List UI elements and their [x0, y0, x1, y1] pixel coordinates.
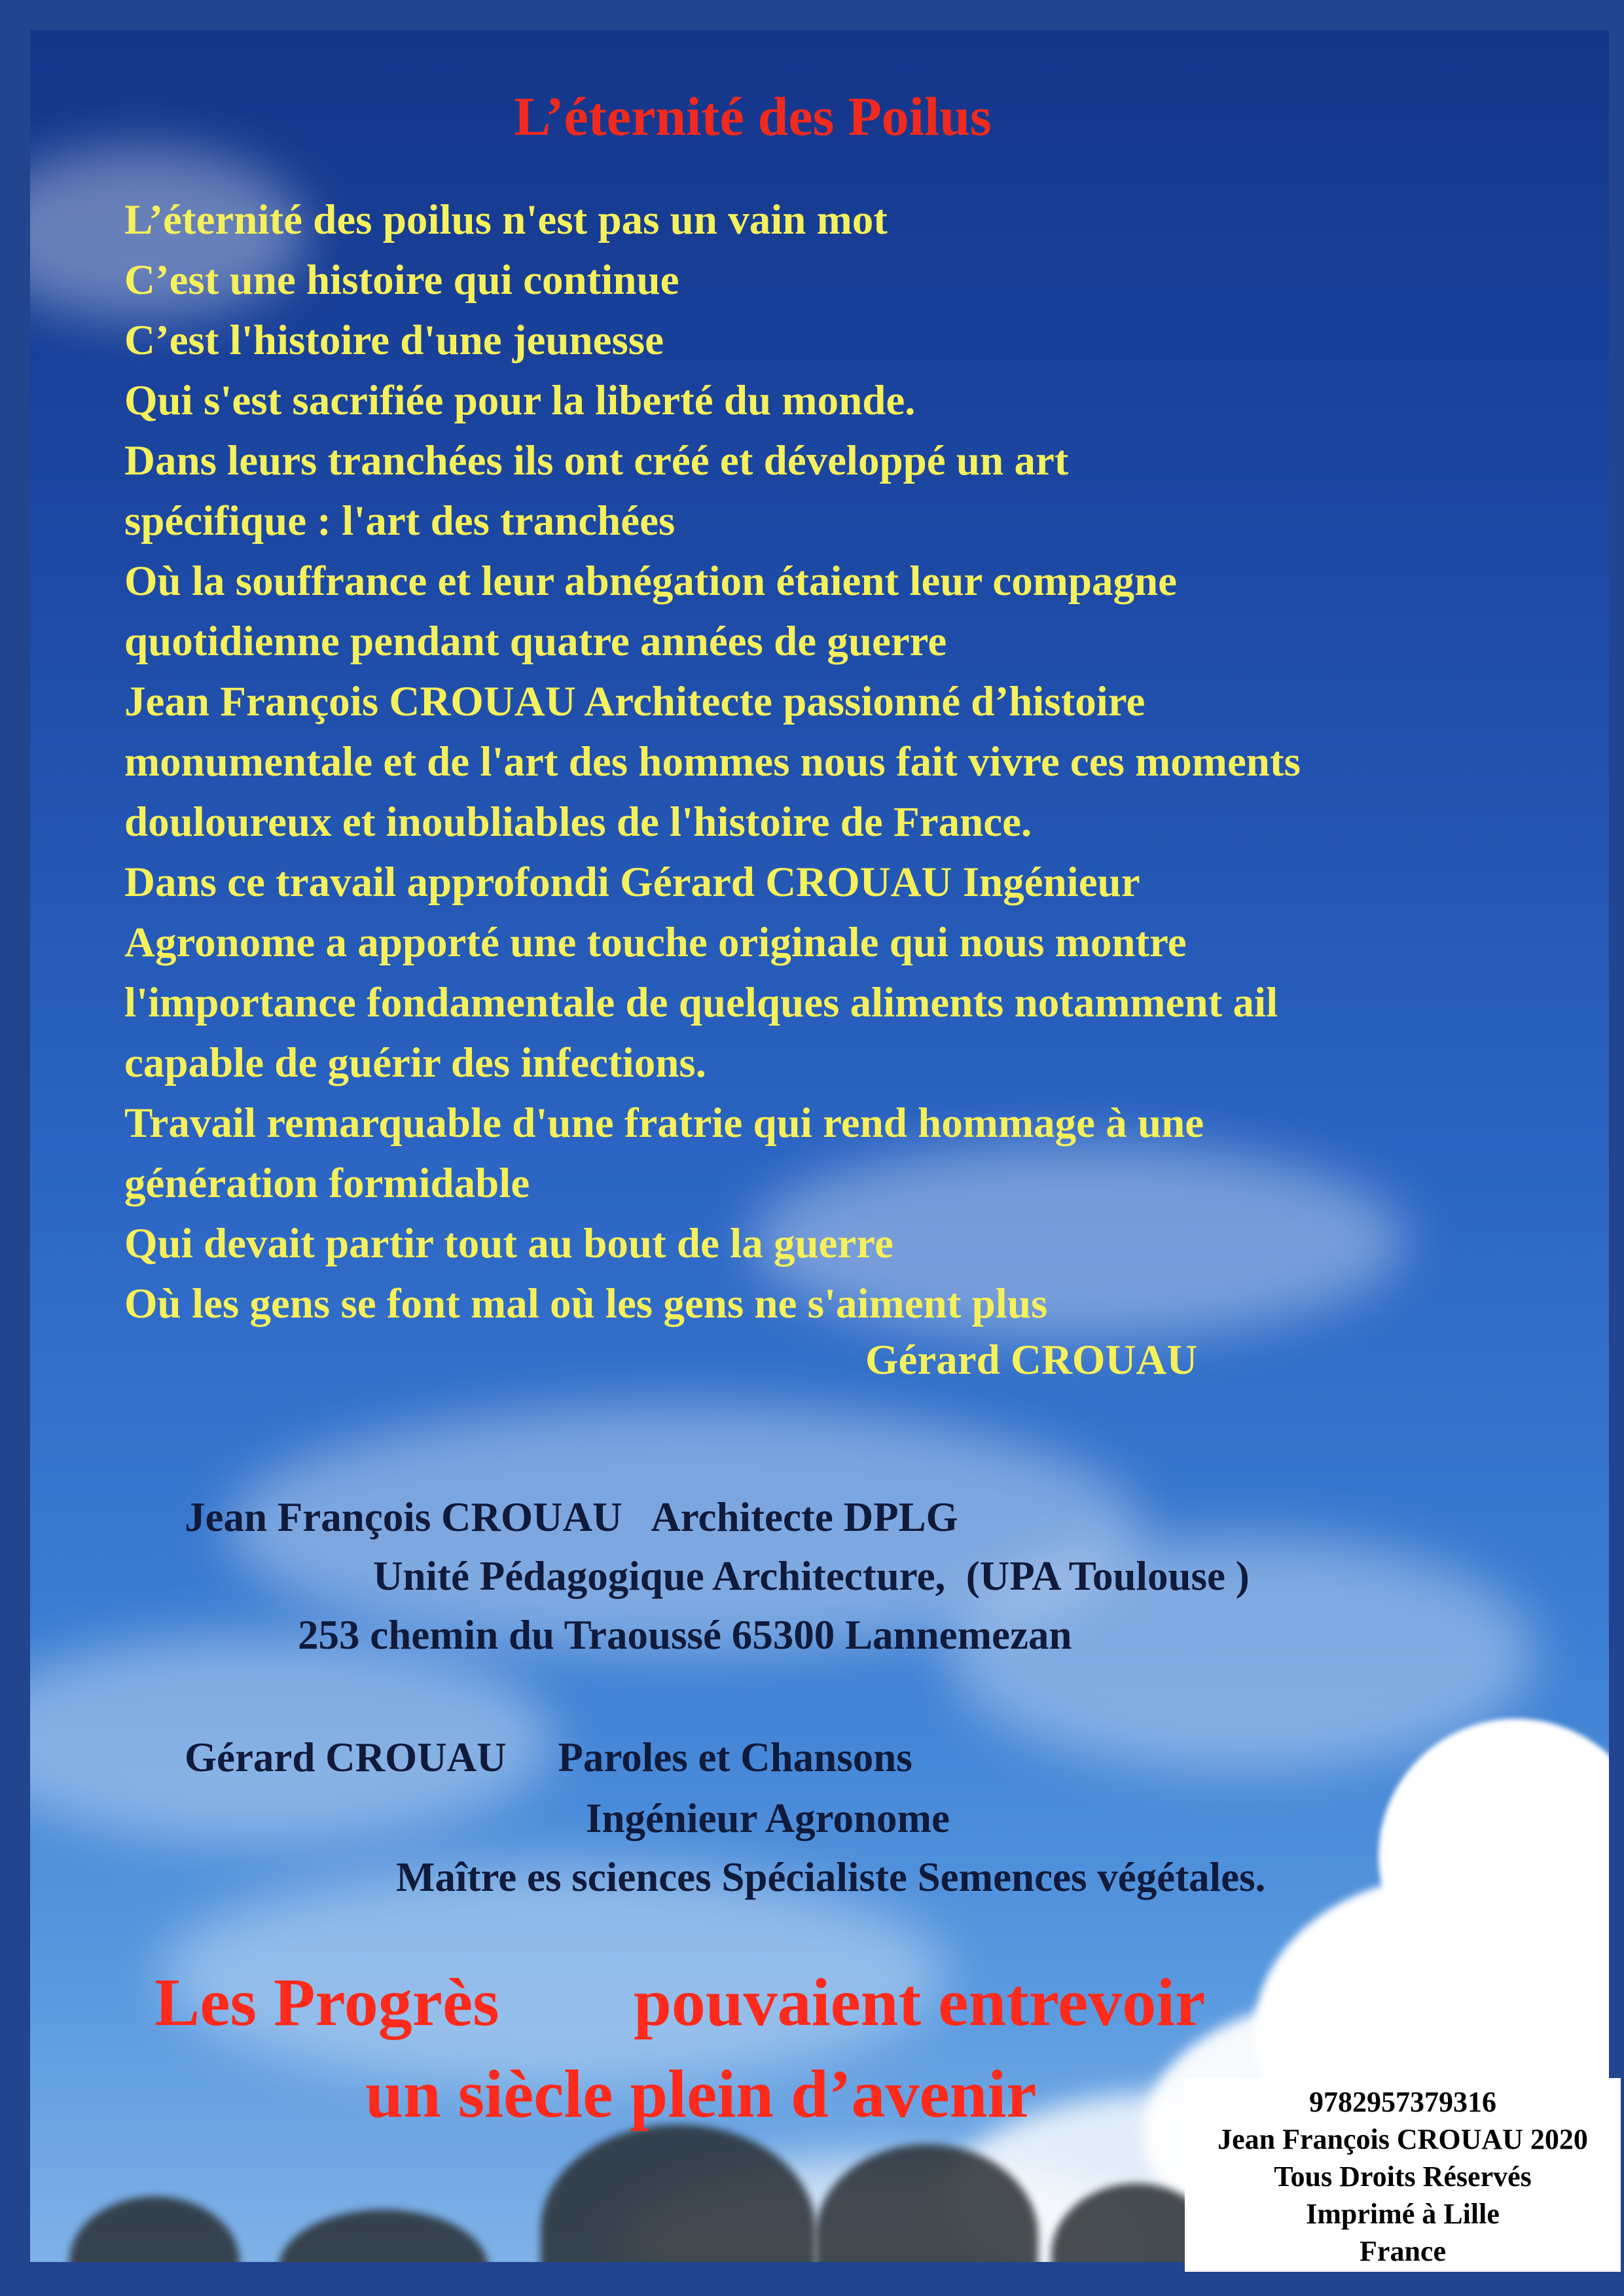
poem-line: l'importance fondamentale de quelques aliments notamment ail	[124, 979, 1278, 1026]
poem-line: Qui s'est sacrifiée pour la liberté du monde.	[124, 377, 916, 424]
tree-silhouette	[69, 2197, 240, 2262]
copyright-line: Jean François CROUAU 2020	[1218, 2123, 1588, 2155]
slogan-line2: un siècle plein d’avenir	[365, 2056, 1037, 2132]
poem-line: Jean François CROUAU Architecte passionné d’histoire	[124, 678, 1146, 725]
poem-line: spécifique : l'art des tranchées	[124, 497, 676, 545]
tree-silhouette	[541, 2125, 816, 2262]
author1-name-title: Jean François CROUAU Architecte DPLG	[185, 1494, 958, 1540]
poem-line: Agronome a apporté une touche originale qui nous montre	[124, 919, 1187, 966]
rights-line: Tous Droits Réservés	[1274, 2161, 1532, 2193]
poem-line: génération formidable	[124, 1160, 530, 1207]
author2-name-title: Gérard CROUAU Paroles et Chansons	[185, 1734, 912, 1780]
poem-line: capable de guérir des infections.	[124, 1039, 706, 1086]
author2-profession: Ingénieur Agronome	[586, 1795, 950, 1841]
poem-line: Où les gens se font mal où les gens ne s'aiment plus	[124, 1280, 1048, 1327]
poem-line: C’est une histoire qui continue	[124, 257, 679, 304]
poem-line: Dans leurs tranchées ils ont créé et développé un art	[124, 437, 1069, 484]
poem-text	[124, 190, 1551, 1334]
printed-line: Imprimé à Lille	[1306, 2198, 1500, 2230]
tree-silhouette	[279, 2210, 488, 2262]
slogan-line1-part2: pouvaient entrevoir	[634, 1965, 1206, 2040]
author2-degree: Maître es sciences Spécialiste Semences végétales.	[396, 1854, 1266, 1900]
poem-line: Travail remarquable d'une fratrie qui rend hommage à une	[124, 1100, 1204, 1147]
colophon-box	[1185, 2078, 1621, 2272]
page-title: L’éternité des Poilus	[514, 86, 992, 147]
slogan-line1-part1: Les Progrès	[154, 1965, 499, 2040]
poem-line: Où la souffrance et leur abnégation étaient leur compagne	[124, 558, 1178, 605]
poem-line: monumentale et de l'art des hommes nous fait vivre ces moments	[124, 738, 1301, 785]
poem-line: douloureux et inoubliables de l'histoire de France.	[124, 798, 1032, 846]
poem-line: L’éternité des poilus n'est pas un vain mot	[124, 196, 888, 243]
poem-line: C’est l'histoire d'une jeunesse	[124, 317, 664, 364]
poem-line: Dans ce travail approfondi Gérard CROUAU Ingénieur	[124, 859, 1140, 906]
poem-line: quotidienne pendant quatre années de guerre	[124, 618, 947, 665]
poem-signature: Gérard CROUAU	[865, 1336, 1198, 1384]
author1-school: Unité Pédagogique Architecture, (UPA Toulouse )	[373, 1553, 1250, 1599]
author1-address: 253 chemin du Traoussé 65300 Lannemezan	[298, 1612, 1072, 1658]
isbn-number: 9782957379316	[1309, 2086, 1496, 2118]
country-line: France	[1360, 2235, 1446, 2267]
poem-line: Qui devait partir tout au bout de la guerre	[124, 1220, 893, 1267]
